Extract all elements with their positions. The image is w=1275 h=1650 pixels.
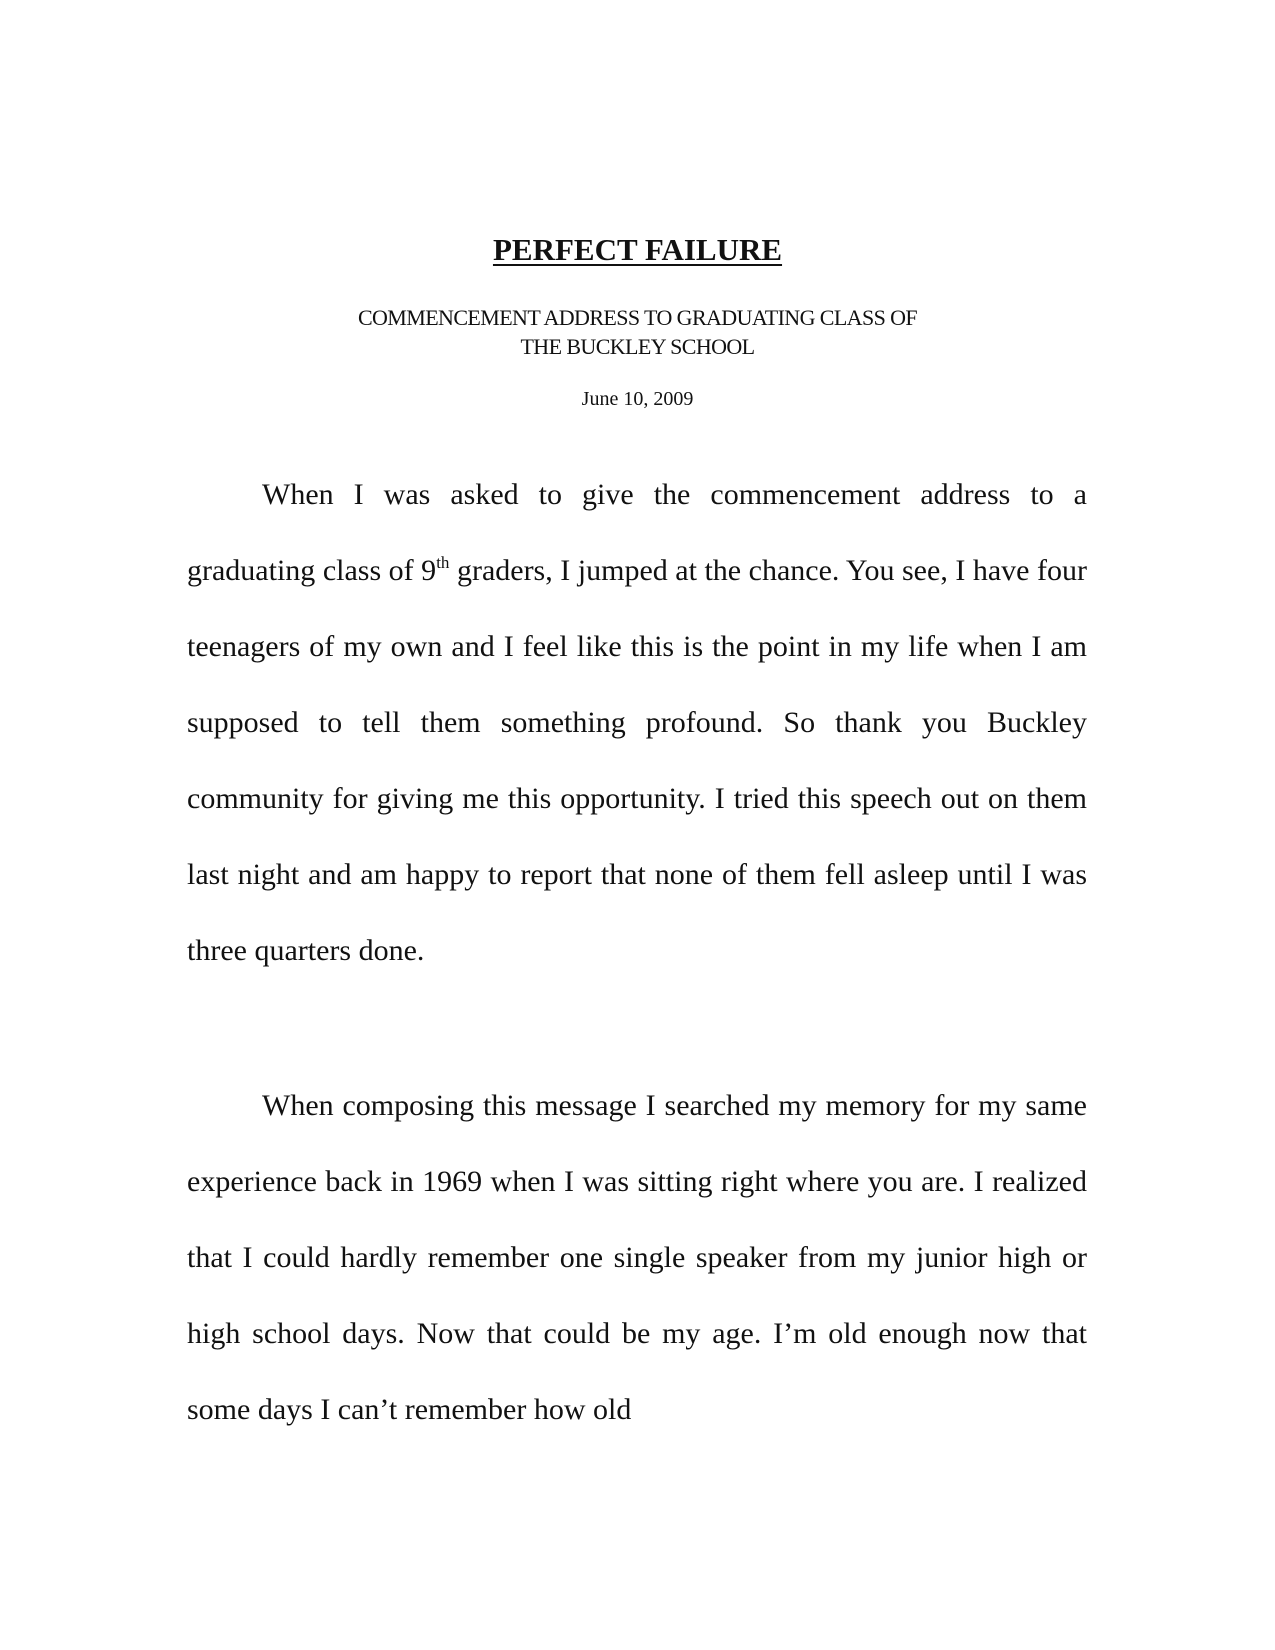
document-date: June 10, 2009: [581, 388, 694, 410]
document-subtitle: [0, 303, 1275, 361]
paragraph-1-text-a: When I was asked to give the commencement address to a graduating class of 9: [187, 478, 1087, 587]
document-title-text: PERFECT FAILURE: [492, 232, 783, 267]
paragraph-1-superscript: th: [436, 553, 450, 572]
paragraph-1: [187, 457, 1087, 989]
subtitle-line-1: COMMENCEMENT ADDRESS TO GRADUATING CLASS OF: [357, 305, 918, 330]
paragraph-2: When composing this message I searched my memory for my same experience back in 1969 when I was sitting right where you are. I realized that I could hardly remember one single speaker from my junior high or high school days. Now that could be my age. I’m old enough now that some days I can’t remember how old: [187, 1089, 1087, 1426]
subtitle-line-2: THE BUCKLEY SCHOOL: [520, 334, 755, 359]
document-title: [0, 232, 1275, 268]
paragraph-1-text-b: graders, I jumped at the chance. You see, I have four teenagers of my own and I feel like this is the point in my life when I am supposed to tell them something profound. So thank you Buckley community for giving me this opportunity. I tried this speech out on them last night and am happy to report that none of them fell asleep until I was three quarters done.: [187, 554, 1087, 967]
